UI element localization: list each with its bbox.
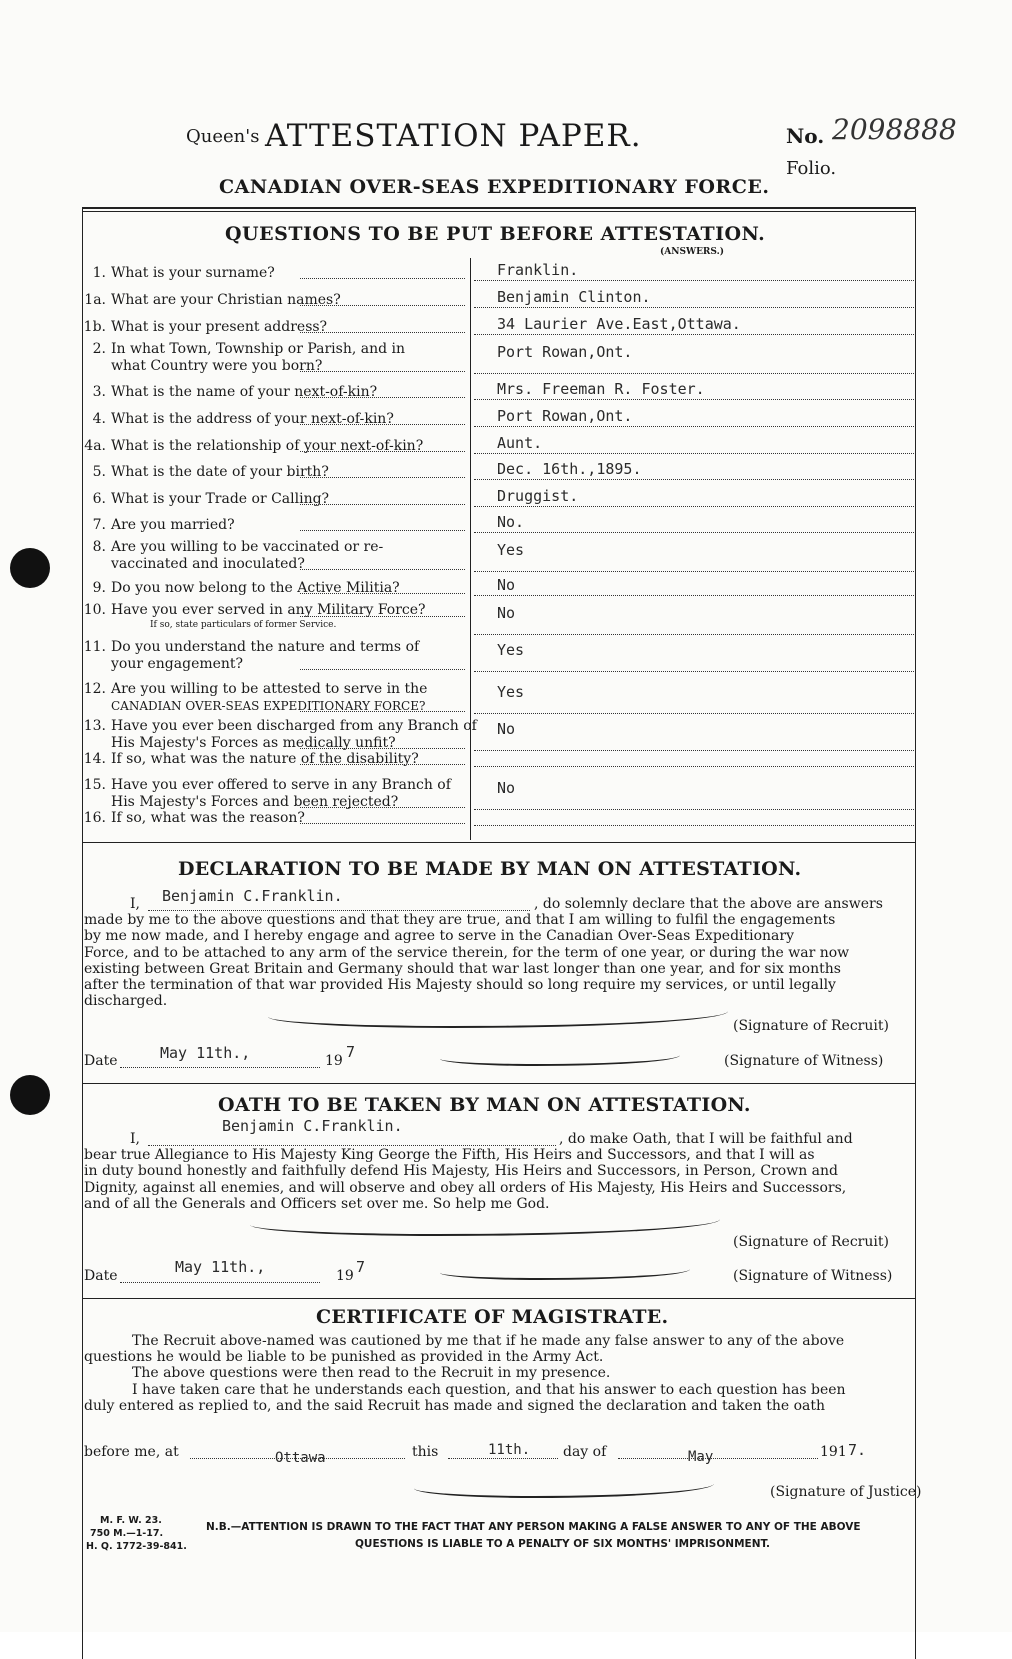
magistrate-place: Ottawa (275, 1450, 326, 1466)
answer-value: No (497, 604, 516, 622)
answer-value: 34 Laurier Ave.East,Ottawa. (497, 315, 741, 333)
question-leader-dots (300, 748, 465, 749)
justice-sig-label: (Signature of Justice) (770, 1484, 922, 1500)
top-border-inner (82, 211, 916, 212)
punch-hole-bottom (10, 1075, 50, 1115)
question-text: In what Town, Township or Parish, and in (111, 341, 406, 357)
question-number: 14. (83, 751, 106, 767)
oath-line: Dignity, against all enemies, and will observe and obey all orders of His Majesty, His Heirs and Successors, (84, 1179, 847, 1196)
certificate-line: I have taken care that he understands each question, and that his answer to each question has been (132, 1381, 846, 1398)
declaration-date-label: Date (84, 1053, 118, 1069)
magistrate-day: 11th. (488, 1442, 531, 1458)
declaration-recruit-name: Benjamin C.Franklin. (162, 887, 343, 905)
question-leader-dots (300, 711, 465, 712)
day-of-label: day of (563, 1444, 607, 1460)
question-number: 9. (92, 580, 106, 596)
oath-line: in duty bound honestly and faithfully defend His Majesty, His Heirs and Successors, in Person, Crown and (84, 1163, 839, 1180)
question-text: His Majesty's Forces as medically unfit? (111, 735, 396, 751)
answer-value: Benjamin Clinton. (497, 288, 651, 306)
oath-year-prefix: 19 (336, 1268, 354, 1284)
declaration-text (84, 896, 910, 1009)
declaration-line: by me now made, and I hereby engage and agree to serve in the Canadian Over-Seas Expeditionary (84, 928, 795, 945)
answer-value: Aunt. (497, 434, 543, 452)
answer-value: Mrs. Freeman R. Foster. (497, 380, 705, 398)
question-leader-dots (300, 424, 465, 425)
declaration-recruit-sig-label: (Signature of Recruit) (733, 1018, 889, 1034)
question-text: your engagement? (111, 656, 244, 672)
page-title: ATTESTATION PAPER. (265, 118, 642, 154)
justice-signature (414, 1474, 714, 1498)
question-leader-dots (300, 669, 465, 670)
certificate-text (84, 1333, 910, 1414)
question-number: 15. (83, 777, 106, 793)
question-leader-dots (300, 278, 465, 279)
answer-line (474, 506, 914, 507)
queens-stamp: Queen's (186, 126, 260, 147)
oath-line: bear true Allegiance to His Majesty King George the Fifth, His Heirs and Successors, and that I will as (84, 1147, 815, 1164)
answer-line (474, 307, 914, 308)
before-me-label: before me, at (84, 1444, 179, 1460)
answer-value: No (497, 576, 516, 594)
form-code: M. F. W. 23. (100, 1515, 162, 1526)
answer-line (474, 595, 914, 596)
certificate-year-prefix: 191 (820, 1444, 847, 1460)
answer-line (474, 713, 914, 714)
answer-column-divider (470, 258, 471, 840)
month-line (618, 1458, 818, 1459)
question-number: 3. (92, 384, 106, 400)
answer-line (474, 825, 914, 826)
oath-date-label: Date (84, 1268, 118, 1284)
oath-year-suffix: 7 (356, 1258, 366, 1276)
nb-notice-line: N.B.—ATTENTION IS DRAWN TO THE FACT THAT ANY PERSON MAKING A FALSE ANSWER TO ANY OF THE ABOVE (206, 1521, 861, 1533)
question-text: Have you ever offered to serve in any Branch of (111, 777, 451, 793)
question-number: 1b. (83, 319, 106, 335)
question-text: What is your present address? (111, 319, 328, 335)
answer-line (474, 809, 914, 810)
oath-bottom-rule (82, 1298, 916, 1299)
answer-line (474, 334, 914, 335)
declaration-line: , do solemnly declare that the above are answers (534, 896, 883, 912)
question-text: If so, what was the nature of the disability? (111, 751, 419, 767)
question-text: What is the date of your birth? (111, 464, 329, 480)
question-text: Have you ever been discharged from any Branch of (111, 718, 477, 734)
question-leader-dots (300, 569, 465, 570)
certificate-line: questions he would be liable to be punished as provided in the Army Act. (84, 1349, 604, 1366)
declaration-witness-signature (440, 1048, 680, 1066)
question-leader-dots (300, 305, 465, 306)
question-leader-dots (300, 764, 465, 765)
answer-value: Dec. 16th.,1895. (497, 460, 642, 478)
oath-date: May 11th., (175, 1258, 266, 1276)
question-leader-dots (300, 371, 465, 372)
oath-line: , do make Oath, that I will be faithful and (559, 1131, 853, 1147)
question-number: 5. (92, 464, 106, 480)
declaration-year-prefix: 19 (325, 1053, 343, 1069)
certificate-year-suffix: 7. (848, 1441, 867, 1459)
certificate-line: The Recruit above-named was cautioned by me that if he made any false answer to any of the above (132, 1333, 845, 1349)
answer-line (474, 373, 914, 374)
certificate-line: The above questions were then read to the Recruit in my presence. (132, 1365, 611, 1382)
declaration-date-line (120, 1067, 320, 1068)
declaration-heading: DECLARATION TO BE MADE BY MAN ON ATTESTATION. (178, 858, 802, 880)
declaration-witness-sig-label: (Signature of Witness) (724, 1053, 884, 1069)
question-number: 16. (83, 810, 106, 826)
punch-hole-top (10, 548, 50, 588)
answer-line (474, 426, 914, 427)
question-text: What is your surname? (111, 265, 275, 281)
answer-line (474, 766, 914, 767)
question-text: What is the address of your next-of-kin? (111, 411, 394, 427)
question-number: 11. (83, 639, 106, 655)
oath-recruit-name: Benjamin C.Franklin. (222, 1117, 403, 1135)
question-leader-dots (300, 397, 465, 398)
answer-value: No (497, 720, 516, 738)
this-label: this (412, 1444, 439, 1460)
day-line (448, 1458, 558, 1459)
oath-recruit-signature (250, 1208, 720, 1236)
declaration-bottom-rule (82, 1083, 916, 1084)
question-leader-dots (300, 477, 465, 478)
form-code: H. Q. 1772-39-841. (86, 1541, 187, 1552)
question-text: If so, what was the reason? (111, 810, 305, 826)
oath-i-label: I, (130, 1131, 140, 1147)
declaration-recruit-signature (268, 1000, 728, 1028)
question-text: what Country were you born? (111, 358, 323, 374)
question-text: vaccinated and inoculated? (111, 556, 305, 572)
questions-heading: QUESTIONS TO BE PUT BEFORE ATTESTATION. (225, 223, 766, 245)
number-label: No. (786, 124, 825, 148)
declaration-date: May 11th., (160, 1044, 251, 1062)
answer-line (474, 671, 914, 672)
nb-notice-line: QUESTIONS IS LIABLE TO A PENALTY OF SIX MONTHS' IMPRISONMENT. (355, 1538, 771, 1550)
answer-value: Yes (497, 683, 525, 701)
question-text: If so, state particulars of former Service. (150, 620, 337, 630)
certificate-line: duly entered as replied to, and the said Recruit has made and signed the declaration and taken the oath (84, 1397, 825, 1414)
question-number: 2. (92, 341, 106, 357)
declaration-line: existing between Great Britain and Germany should that war last longer than one year, and for six months (84, 960, 841, 977)
declaration-line: Force, and to be attached to any arm of the service therein, for the term of one year, or during the war now (84, 944, 850, 961)
answer-value: Yes (497, 541, 525, 559)
question-number: 10. (83, 602, 106, 618)
form-code: 750 M.—1-17. (90, 1528, 164, 1539)
question-leader-dots (300, 530, 465, 531)
question-leader-dots (300, 593, 465, 594)
question-text: What are your Christian names? (111, 292, 341, 308)
declaration-line: after the termination of that war provided His Majesty should so long require my services, or until legally (84, 977, 836, 994)
oath-witness-sig-label: (Signature of Witness) (733, 1268, 893, 1284)
oath-heading: OATH TO BE TAKEN BY MAN ON ATTESTATION. (218, 1094, 751, 1116)
oath-line: and of all the Generals and Officers set over me. So help me God. (84, 1195, 550, 1212)
question-text: Are you willing to be attested to serve in the (111, 681, 428, 697)
page-subtitle: CANADIAN OVER-SEAS EXPEDITIONARY FORCE. (219, 176, 770, 198)
oath-recruit-sig-label: (Signature of Recruit) (733, 1234, 889, 1250)
question-text: His Majesty's Forces and been rejected? (111, 794, 399, 810)
question-number: 1a. (84, 292, 106, 308)
certificate-heading: CERTIFICATE OF MAGISTRATE. (316, 1306, 669, 1328)
declaration-year-suffix: 7 (346, 1043, 356, 1061)
place-line (190, 1458, 405, 1459)
answers-label: (ANSWERS.) (660, 247, 724, 257)
question-leader-dots (300, 451, 465, 452)
question-text: CANADIAN OVER-SEAS EXPEDITIONARY FORCE? (111, 699, 426, 713)
answer-value: Port Rowan,Ont. (497, 343, 633, 361)
magistrate-month: May (688, 1449, 714, 1465)
question-leader-dots (300, 616, 465, 617)
answer-value: Port Rowan,Ont. (497, 407, 633, 425)
answer-value: Druggist. (497, 487, 579, 505)
answer-line (474, 399, 914, 400)
answer-line (474, 750, 914, 751)
answer-value: No (497, 779, 516, 797)
folio-label: Folio. (786, 158, 837, 179)
question-text: Are you married? (111, 517, 235, 533)
question-leader-dots (300, 504, 465, 505)
attestation-number: 2098888 (832, 113, 957, 146)
question-text: Do you now belong to the Active Militia? (111, 580, 400, 596)
question-text: What is your Trade or Calling? (111, 491, 330, 507)
oath-date-line (120, 1282, 320, 1283)
answer-line (474, 479, 914, 480)
declaration-i-label: I, (130, 896, 140, 912)
question-leader-dots (300, 332, 465, 333)
oath-witness-signature (440, 1262, 690, 1280)
right-border (915, 207, 916, 1659)
question-text: Have you ever served in any Military Force? (111, 602, 426, 618)
question-number: 4a. (84, 438, 106, 454)
oath-text (84, 1131, 910, 1212)
answer-line (474, 532, 914, 533)
question-number: 4. (92, 411, 106, 427)
question-number: 12. (83, 681, 106, 697)
question-number: 8. (92, 539, 106, 555)
question-number: 7. (92, 517, 106, 533)
question-number: 6. (92, 491, 106, 507)
answer-line (474, 280, 914, 281)
answer-line (474, 571, 914, 572)
questions-bottom-rule (82, 842, 916, 843)
question-leader-dots (300, 823, 465, 824)
question-text: Are you willing to be vaccinated or re- (111, 539, 384, 555)
top-border (82, 207, 916, 209)
answer-line (474, 634, 914, 635)
question-text: Do you understand the nature and terms of (111, 639, 420, 655)
declaration-line: discharged. (84, 993, 168, 1010)
question-leader-dots (300, 807, 465, 808)
question-number: 1. (92, 265, 106, 281)
question-text: What is the name of your next-of-kin? (111, 384, 378, 400)
answer-value: Yes (497, 641, 525, 659)
question-number: 13. (83, 718, 106, 734)
answer-value: Franklin. (497, 261, 579, 279)
question-text: What is the relationship of your next-of-kin? (111, 438, 424, 454)
answer-value: No. (497, 513, 525, 531)
answer-line (474, 453, 914, 454)
declaration-line: made by me to the above questions and that they are true, and that I am willing to fulfil the engagements (84, 912, 836, 929)
